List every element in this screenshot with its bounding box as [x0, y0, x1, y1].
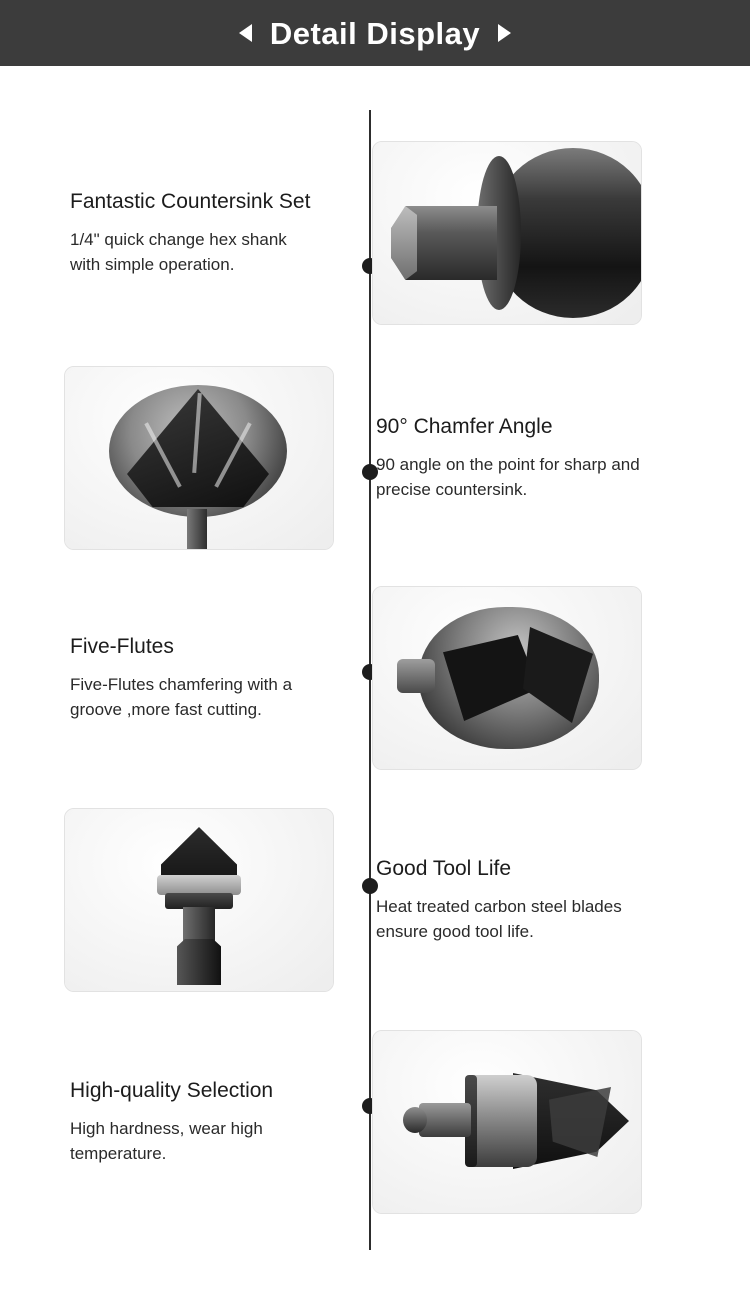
feature-description: Five-Flutes chamfering with a groove ,more fast cutting. — [70, 674, 293, 719]
feature-heading: 90° Chamfer Angle — [376, 414, 553, 438]
header-inner — [239, 15, 511, 51]
feature-description: 1/4" quick change hex shank with simple operation. — [70, 229, 287, 274]
feature-list — [0, 66, 750, 1222]
tool-shaft-shape — [183, 907, 215, 943]
tool-tip-shape — [403, 1107, 427, 1133]
feature-row-chamfer-angle — [0, 358, 750, 558]
feature-image-hex-shank — [372, 141, 642, 325]
feature-heading: Five-Flutes — [70, 634, 174, 658]
feature-text-chamfer-angle — [334, 414, 674, 502]
feature-image-five-flute-head — [372, 586, 642, 770]
tool-shank-nub-shape — [397, 659, 435, 693]
page-title: Detail Display — [269, 15, 481, 51]
feature-text-countersink-set — [0, 189, 340, 277]
feature-row-good-tool-life — [0, 800, 750, 1000]
feature-row-five-flutes — [0, 578, 750, 778]
feature-image-full-bit — [64, 808, 334, 992]
feature-row-high-quality-selection — [0, 1022, 750, 1222]
feature-text-good-tool-life — [334, 856, 674, 944]
tool-stem-shape — [187, 509, 207, 549]
feature-heading: High-quality Selection — [70, 1078, 274, 1102]
feature-description: 90 angle on the point for sharp and precise countersink. — [376, 454, 640, 499]
tool-collar-shape — [157, 875, 241, 895]
tool-hex-shank-shape — [177, 939, 221, 985]
feature-text-five-flutes — [0, 634, 340, 722]
triangle-right-icon — [498, 24, 511, 42]
feature-image-countersink-point — [64, 366, 334, 550]
feature-description: High hardness, wear high temperature. — [70, 1118, 263, 1163]
feature-heading: Fantastic Countersink Set — [70, 189, 311, 213]
feature-heading: Good Tool Life — [376, 856, 512, 880]
feature-image-bit-side-view — [372, 1030, 642, 1214]
feature-text-high-quality-selection — [0, 1078, 340, 1166]
feature-description: Heat treated carbon steel blades ensure good tool life. — [376, 896, 622, 941]
feature-row-countersink-set — [0, 128, 750, 338]
triangle-left-icon — [239, 24, 252, 42]
detail-display-header — [0, 0, 750, 66]
